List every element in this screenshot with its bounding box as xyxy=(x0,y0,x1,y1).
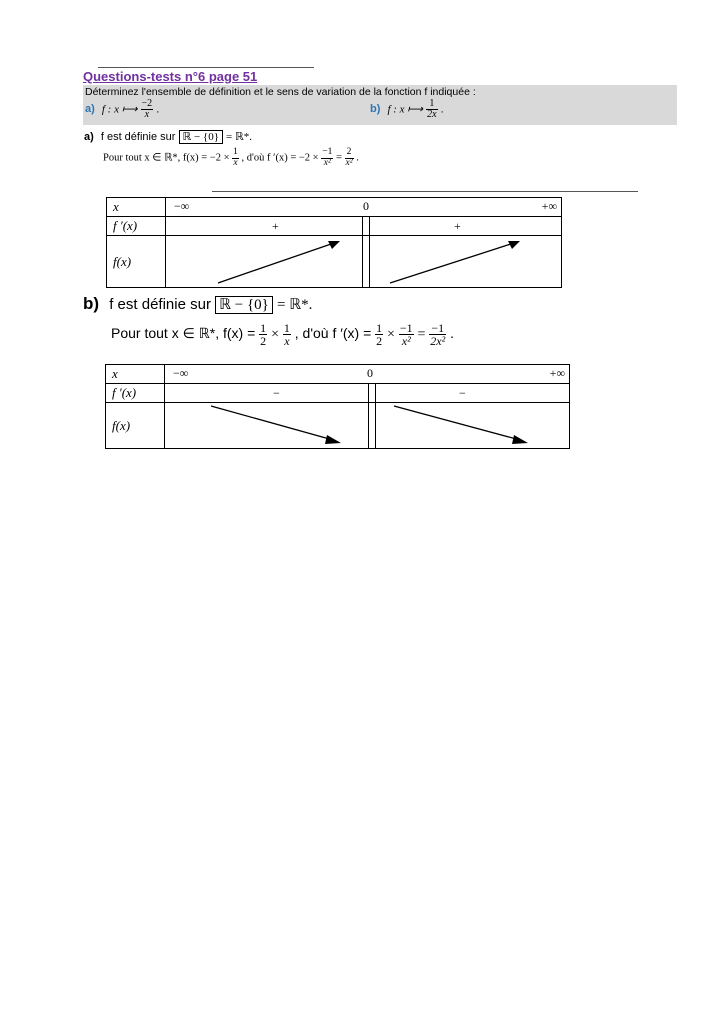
part-b-formula-start: Pour tout x ∈ ℝ*, f(x) = xyxy=(111,325,256,342)
variation-table-b xyxy=(105,364,570,449)
fraction-denominator: x² xyxy=(321,158,333,169)
sign-right: + xyxy=(454,219,461,233)
fraction-denominator: x xyxy=(141,109,154,120)
x-zero: 0 xyxy=(367,366,373,380)
fraction-denominator: x xyxy=(284,334,290,348)
fraction-denominator: x² xyxy=(345,157,353,168)
part-a-definition-text: f est définie sur xyxy=(100,131,176,143)
question-a-label: a) xyxy=(85,103,95,116)
sign-left: − xyxy=(273,386,280,400)
forbidden-value-bar xyxy=(362,236,370,287)
x-values-cell xyxy=(166,198,562,217)
fraction-denominator: 2 xyxy=(376,334,383,348)
decreasing-arrow-right xyxy=(392,403,542,447)
question-a-fraction xyxy=(141,99,154,120)
fraction-numerator: −1 xyxy=(399,321,413,335)
part-b-definition-text: f est définie sur xyxy=(109,296,211,313)
part-a-line2 xyxy=(103,148,359,168)
times-sign: × xyxy=(271,327,279,343)
part-b-domain-box: ℝ − {0} xyxy=(215,296,273,314)
question-b-label: b) xyxy=(370,103,381,116)
fraction-denominator: 2x² xyxy=(430,334,446,348)
row-header-f: f(x) xyxy=(107,236,166,288)
part-a-label: a) xyxy=(84,131,94,143)
question-a: a) f : x ⟼ $\frac{-2}{x}$ . xyxy=(85,98,160,120)
part-b-label: b) xyxy=(83,294,100,313)
x-minus-infinity: −∞ xyxy=(173,366,189,380)
sign-cell xyxy=(165,384,570,403)
row-header-x: x xyxy=(107,198,166,217)
part-b-frac-2 xyxy=(283,322,291,347)
sign-left: + xyxy=(272,219,279,233)
x-plus-infinity: +∞ xyxy=(541,199,557,213)
question-intro: Déterminez l'ensemble de définition et le sens de variation de la fonction f indiquée : xyxy=(85,86,476,98)
mid-rule xyxy=(212,191,638,192)
question-a-lhs: f : x ⟼ xyxy=(101,103,138,116)
part-a-frac-2 xyxy=(321,148,333,168)
part-b-domain-result: = ℝ*. xyxy=(277,297,313,313)
part-b-line2 xyxy=(111,322,454,347)
fraction-numerator: 1 xyxy=(283,321,290,335)
variation-cell xyxy=(165,403,570,449)
forbidden-value-bar xyxy=(368,403,376,448)
part-b-frac-1 xyxy=(259,322,267,347)
part-a-line1 xyxy=(84,130,252,143)
part-a-formula-mid: , d'où f ′(x) = −2 × xyxy=(241,152,319,164)
variation-table-a xyxy=(106,197,562,288)
fraction-numerator: 1 xyxy=(429,98,435,109)
page-title: Questions-tests n°6 page 51 xyxy=(83,69,258,84)
fraction-numerator: 1 xyxy=(376,321,383,335)
fraction-numerator: 1 xyxy=(260,321,267,335)
fraction-numerator: −1 xyxy=(322,147,333,157)
fraction-numerator: −1 xyxy=(431,321,445,335)
x-values-cell xyxy=(165,365,570,384)
question-b: b) f : x ⟼ $\frac{1}{2x}$ . xyxy=(370,98,444,120)
part-b-frac-5 xyxy=(429,322,446,347)
fraction-denominator: x xyxy=(233,157,238,168)
equals-sign: = xyxy=(417,327,426,343)
fraction-numerator: −2 xyxy=(141,98,153,109)
period: . xyxy=(356,152,359,164)
part-b-frac-4 xyxy=(399,322,414,347)
forbidden-value-bar xyxy=(362,217,370,235)
row-header-fprime: f ′(x) xyxy=(107,217,166,236)
part-a-domain-result: = ℝ*. xyxy=(226,131,252,143)
part-a-frac-3 xyxy=(345,148,354,168)
part-b-frac-3 xyxy=(375,322,383,347)
fraction-denominator: 2 xyxy=(260,334,267,348)
question-b-fraction xyxy=(426,99,437,120)
question-b-lhs: f : x ⟼ xyxy=(387,103,424,116)
row-header-f: f(x) xyxy=(106,403,165,449)
equals-sign: = xyxy=(335,152,342,164)
x-minus-infinity: −∞ xyxy=(174,199,190,213)
top-rule xyxy=(98,67,314,68)
increasing-arrow-right xyxy=(388,236,528,286)
fraction-numerator: 1 xyxy=(233,147,238,157)
decreasing-arrow-left xyxy=(209,403,349,447)
part-b-line1 xyxy=(83,294,312,314)
forbidden-value-bar xyxy=(368,384,376,402)
x-zero: 0 xyxy=(363,199,369,213)
increasing-arrow-left xyxy=(216,236,346,286)
fraction-denominator: 2x xyxy=(427,109,437,120)
part-a-frac-1 xyxy=(232,148,239,168)
part-a-domain-box: ℝ − {0} xyxy=(179,130,223,144)
part-a-formula-start: Pour tout x ∈ ℝ*, f(x) = −2 × xyxy=(103,152,230,164)
fraction-denominator: x² xyxy=(399,334,414,347)
times-sign: × xyxy=(387,327,395,343)
fraction-numerator: 2 xyxy=(346,147,352,157)
row-header-fprime: f ′(x) xyxy=(106,384,165,403)
part-b-formula-mid: , d'où f ′(x) = xyxy=(294,325,372,342)
question-box xyxy=(83,85,677,125)
period: . xyxy=(450,325,455,342)
row-header-x: x xyxy=(106,365,165,384)
x-plus-infinity: +∞ xyxy=(549,366,565,380)
variation-cell xyxy=(166,236,562,288)
sign-right: − xyxy=(459,386,466,400)
sign-cell xyxy=(166,217,562,236)
